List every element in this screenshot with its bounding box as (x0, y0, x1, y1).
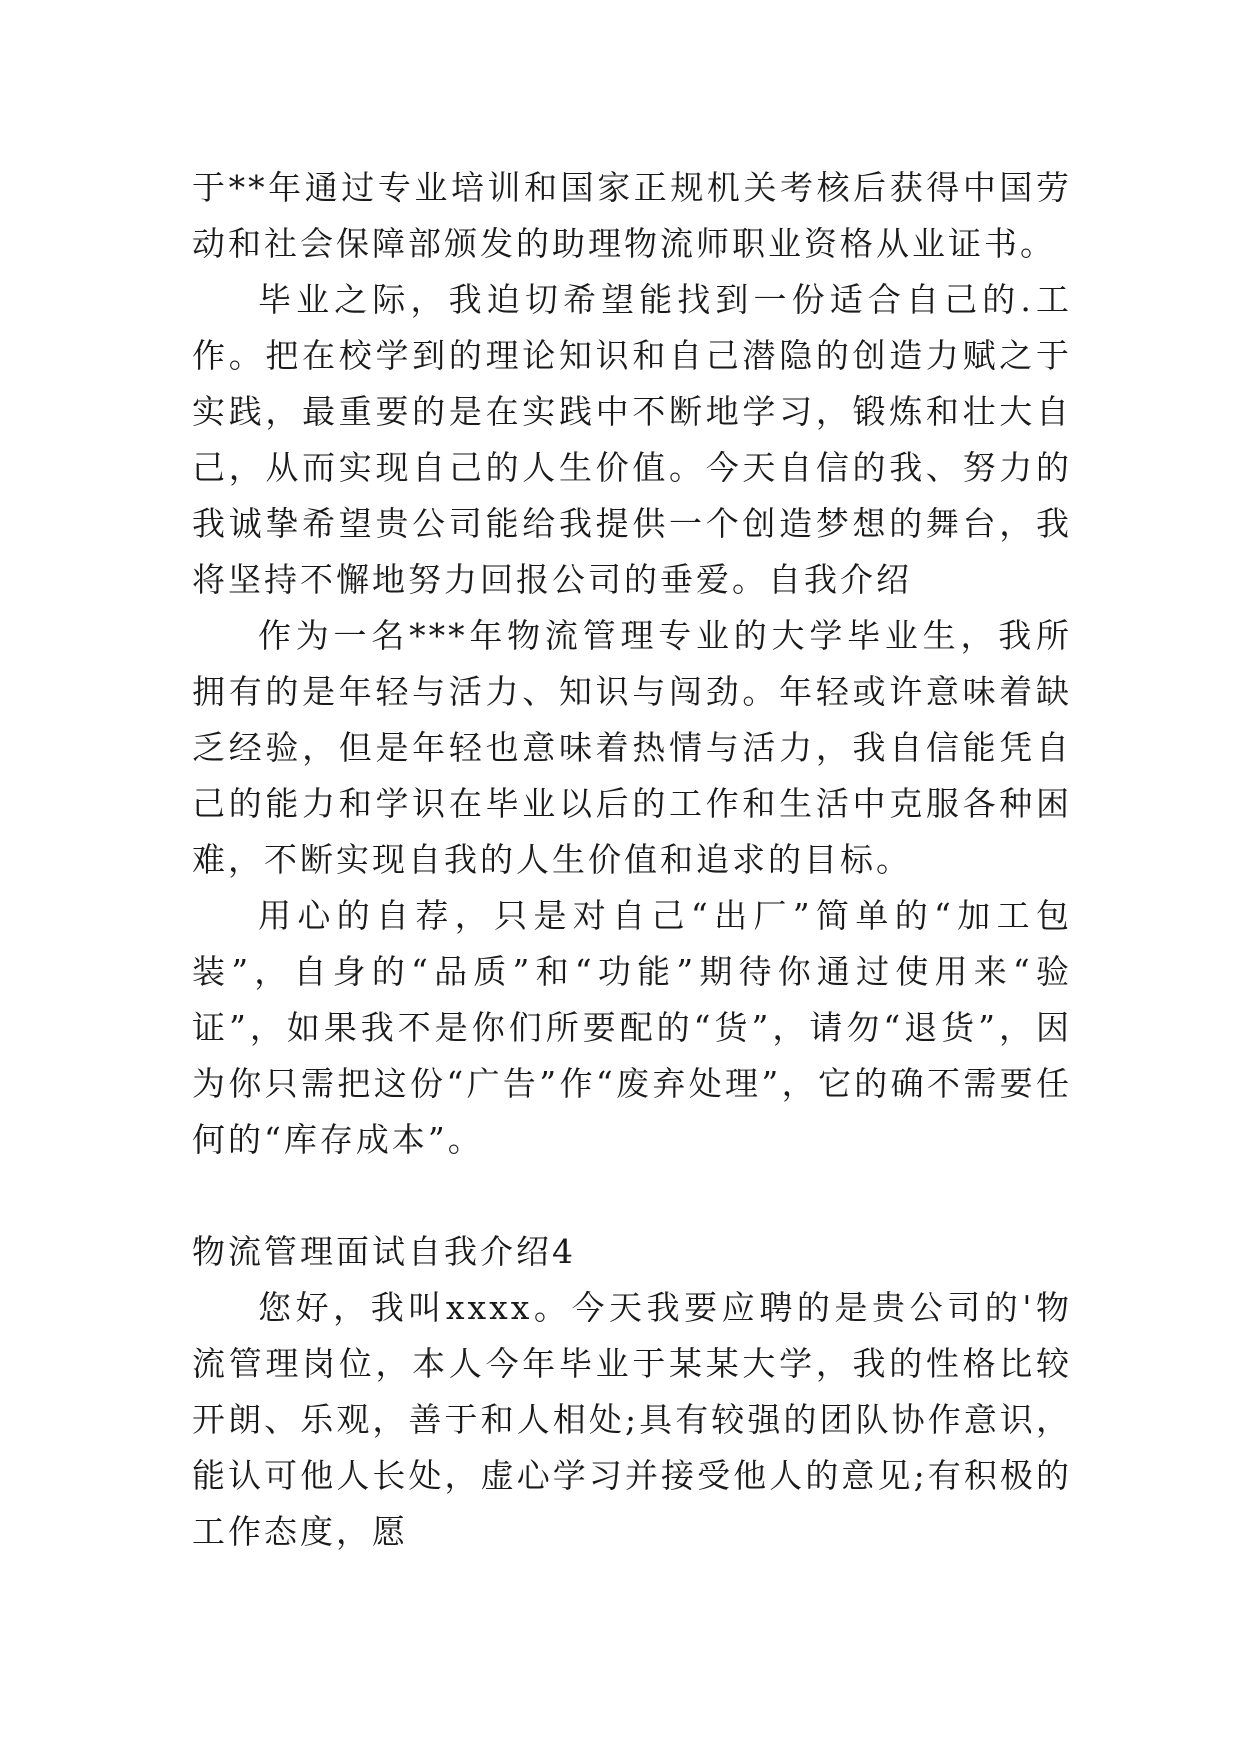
paragraph-graduate: 作为一名***年物流管理专业的大学毕业生，我所拥有的是年轻与活力、知识与闯劲。年轻或许意味着缺乏经验，但是年轻也意味着热情与活力，我自信能凭自己的能力和学识在毕业以后的工作和生活中克服各种困难，不断实现自我的人生价值和追求的目标。 (192, 616, 1072, 879)
document-body (192, 160, 1072, 1560)
paragraph-graduation: 毕业之际，我迫切希望能找到一份适合自己的.工作。把在校学到的理论知识和自己潜隐的创造力赋之于实践，最重要的是在实践中不断地学习，锻炼和壮大自己，从而实现自己的人生价值。今天自信的我、努力的我诚挚希望贵公司能给我提供一个创造梦想的舞台，我将坚持不懈地努力回报公司的垂爱。自我介绍 (192, 280, 1072, 599)
paragraph-introduction: 您好，我叫xxxx。今天我要应聘的是贵公司的'物流管理岗位，本人今年毕业于某某大学，我的性格比较开朗、乐观，善于和人相处;具有较强的团队协作意识，能认可他人长处，虚心学习并接受他人的意见;有积极的工作态度，愿 (192, 1288, 1072, 1551)
section-title: 物流管理面试自我介绍4 (192, 1232, 576, 1271)
paragraph-continued: 于**年通过专业培训和国家正规机关考核后获得中国劳动和社会保障部颁发的助理物流师职业资格从业证书。 (192, 168, 1072, 263)
section-spacer (192, 1168, 1072, 1224)
paragraph-self-recommendation: 用心的自荐，只是对自己“出厂”简单的“加工包装”，自身的“品质”和“功能”期待你通过使用来“验证”，如果我不是你们所要配的“货”，请勿“退货”，因为你只需把这份“广告”作“废弃处理”，它的确不需要任何的“库存成本”。 (192, 896, 1072, 1159)
